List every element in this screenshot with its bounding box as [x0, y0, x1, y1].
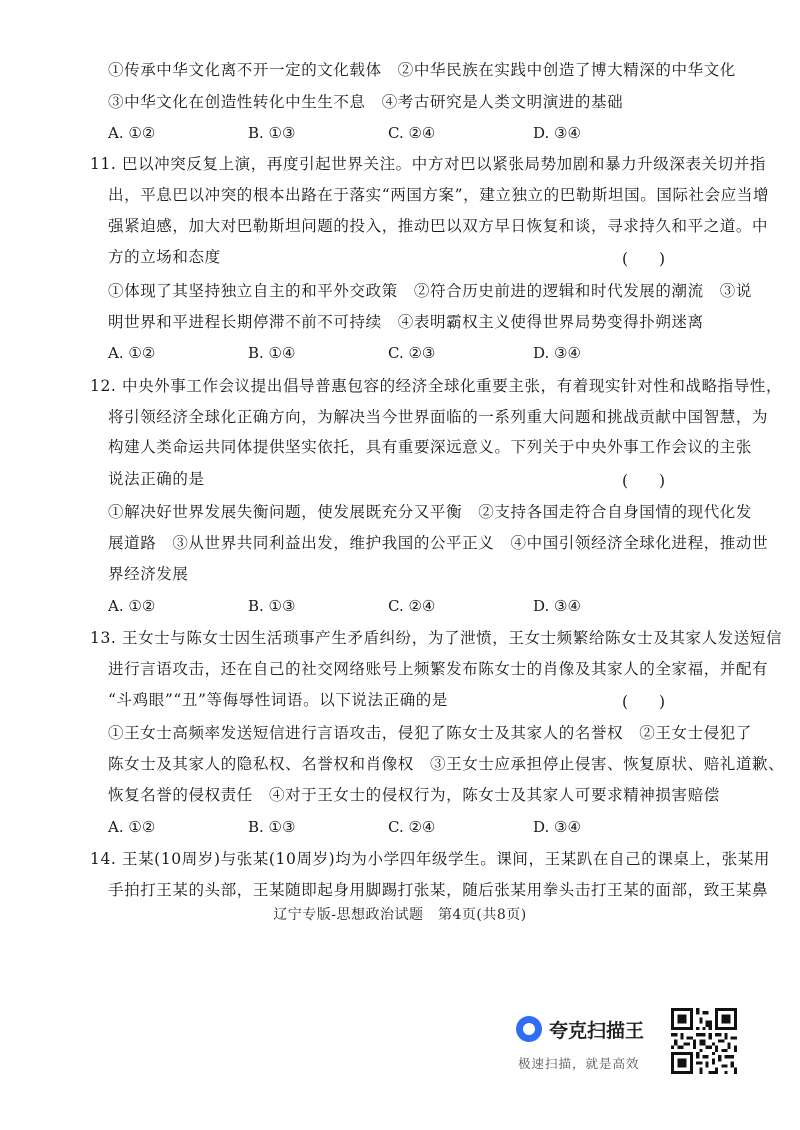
q11-stem-line-2: 出，平息巴以冲突的根本出路在于落实“两国方案”，建立独立的巴勒斯坦国。国际社会应当增	[108, 186, 770, 204]
q13-choice-line-1: ①王女士高频率发送短信进行言语攻击，侵犯了陈女士及其家人的名誉权 ②王女士侵犯了	[108, 724, 753, 742]
q12-choice-line-1: ①解决好世界发展失衡问题，使发展既充分又平衡 ②支持各国走符合自身国情的现代化发	[108, 503, 753, 521]
q10-choice-line-1: ①传承中华文化离不开一定的文化载体 ②中华民族在实践中创造了博大精深的中华文化	[108, 61, 736, 79]
q13-option-c[interactable]: C. ②④	[388, 818, 436, 836]
q13-choice-line-3: 恢复名誉的侵权责任 ④对于王女士的侵权行为，陈女士及其家人可要求精神损害赔偿	[108, 786, 720, 804]
q11-choice-line-2: 明世界和平进程长期停滞不前不可持续 ④表明霸权主义使得世界局势变得扑朔迷离	[108, 313, 704, 331]
q13-stem-line-1: 13. 王女士与陈女士因生活琐事产生矛盾纠纷，为了泄愤，王女士频繁给陈女士及其家人发送短信	[90, 629, 783, 647]
q11-stem-line-3: 强紧迫感，加大对巴勒斯坦问题的投入，推动巴以双方早日恢复和谈，寻求持久和平之道。中	[108, 217, 769, 235]
q10-option-b[interactable]: B. ①③	[248, 124, 296, 142]
q13-option-d[interactable]: D. ③④	[533, 818, 581, 836]
scanner-watermark	[516, 1012, 666, 1072]
q12-stem-line-2: 将引领经济全球化正确方向，为解决当今世界面临的一系列重大问题和挑战贡献中国智慧，为	[108, 408, 769, 426]
q10-option-d[interactable]: D. ③④	[533, 124, 581, 142]
scanner-brand-name: 夸克扫描王	[549, 1020, 645, 1042]
q12-stem-line-3: 构建人类命运共同体提供坚实依托，具有重要深远意义。下列关于中央外事工作会议的主张	[108, 438, 753, 456]
q10-choice-line-2: ③中华文化在创造性转化中生生不息 ④考古研究是人类文明演进的基础	[108, 93, 624, 111]
q12-option-b[interactable]: B. ①③	[248, 597, 296, 615]
q11-stem-line-4: 方的立场和态度	[108, 248, 221, 266]
q13-choice-line-2: 陈女士及其家人的隐私权、名誉权和肖像权 ③王女士应承担停止侵害、恢复原状、赔礼道歉、	[108, 755, 785, 773]
q11-choice-line-1: ①体现了其坚持独立自主的和平外交政策 ②符合历史前进的逻辑和时代发展的潮流 ③说	[108, 282, 753, 300]
q12-stem-line-4: 说法正确的是	[108, 470, 205, 488]
qr-code-icon	[671, 1008, 737, 1074]
q12-stem-line-1: 12. 中央外事工作会议提出倡导普惠包容的经济全球化重要主张，有着现实针对性和战略指导性，	[90, 377, 783, 395]
q11-option-a[interactable]: A. ①②	[108, 344, 156, 362]
q12-answer-blank: ( )	[622, 472, 666, 490]
q13-stem-line-2: 进行言语攻击，还在自己的社交网络账号上频繁发布陈女士的肖像及其家人的全家福，并配有	[108, 660, 769, 678]
page-footer: 辽宁专版-思想政治试题 第4页(共8页)	[273, 907, 527, 923]
q11-stem-line-1: 11. 巴以冲突反复上演，再度引起世界关注。中方对巴以紧张局势加剧和暴力升级深表关切并指	[90, 155, 766, 173]
q14-stem-line-1: 14. 王某(10周岁)与张某(10周岁)均为小学四年级学生。课间，王某趴在自己的课桌上，张某用	[90, 850, 771, 868]
q14-stem-line-2: 手拍打王某的头部，王某随即起身用脚踢打张某，随后张某用拳头击打王某的面部，致王某鼻	[108, 881, 769, 899]
q11-answer-blank: ( )	[622, 250, 666, 268]
q12-option-d[interactable]: D. ③④	[533, 597, 581, 615]
q11-option-c[interactable]: C. ②③	[388, 344, 436, 362]
scanner-logo-icon	[516, 1016, 542, 1042]
scanner-brand-slogan: 极速扫描，就是高效	[518, 1056, 640, 1071]
q11-option-d[interactable]: D. ③④	[533, 344, 581, 362]
q13-stem-line-3: “斗鸡眼”“丑”等侮辱性词语。以下说法正确的是	[108, 691, 448, 709]
q12-option-c[interactable]: C. ②④	[388, 597, 436, 615]
q12-option-a[interactable]: A. ①②	[108, 597, 156, 615]
q10-option-c[interactable]: C. ②④	[388, 124, 436, 142]
q12-choice-line-3: 界经济发展	[108, 565, 189, 583]
q13-option-a[interactable]: A. ①②	[108, 818, 156, 836]
q12-choice-line-2: 展道路 ③从世界共同利益出发，维护我国的公平正义 ④中国引领经济全球化进程，推动世	[108, 534, 769, 552]
q13-answer-blank: ( )	[622, 693, 666, 711]
q13-option-b[interactable]: B. ①③	[248, 818, 296, 836]
q10-option-a[interactable]: A. ①②	[108, 124, 156, 142]
q11-option-b[interactable]: B. ①④	[248, 344, 296, 362]
